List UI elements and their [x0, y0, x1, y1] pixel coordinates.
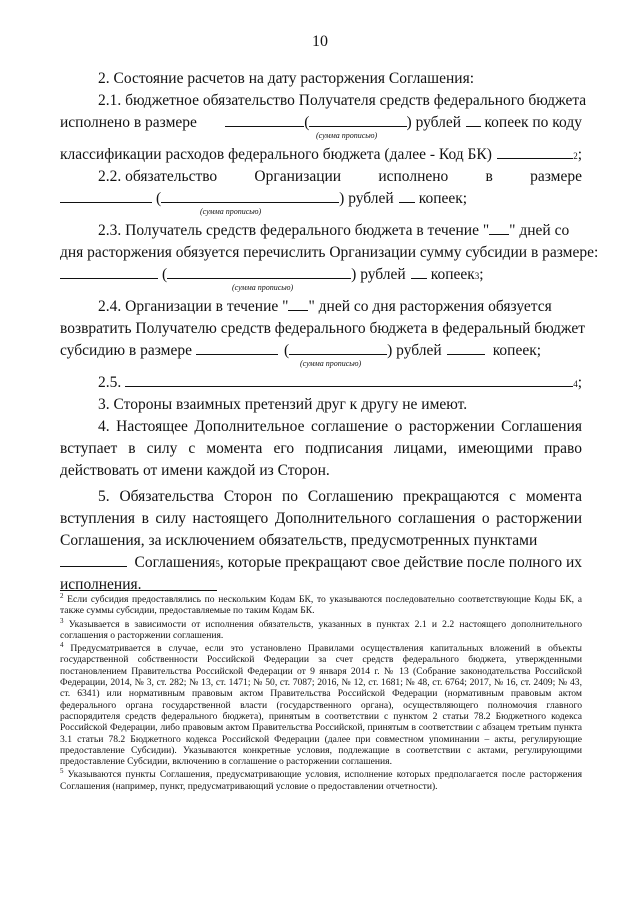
- days-blank: [288, 296, 308, 311]
- footnote-text: Указывается в зависимости от исполнения обязательств, указанных в пунктах 2.1 и 2.2 настоящего дополнительного соглашения о расторжении соглашения.: [60, 618, 582, 641]
- section-2-1-text: 2.1. бюджетное обязательство Получателя средств федерального бюджета: [98, 92, 587, 109]
- amount-digits-blank: [196, 340, 278, 355]
- amount-words-blank: [161, 188, 339, 203]
- footnote-number: 4: [60, 641, 64, 649]
- kopecks-label: копеек: [430, 266, 475, 283]
- section-2-5-blank: [125, 372, 573, 387]
- section-2-1-line-1: [60, 90, 587, 112]
- section-5-text-c: исполнения.: [60, 576, 142, 593]
- section-2-5-number: 2.5.: [98, 374, 122, 391]
- paren-open: (: [304, 114, 310, 131]
- section-2-2-word-5: размере: [530, 168, 582, 185]
- amount-in-words-caption: (сумма прописью): [300, 359, 362, 368]
- days-blank: [489, 220, 509, 235]
- section-2-1-line-3: классификации расходов федерального бюджета (далее - Код БК) 2 ;: [60, 144, 582, 166]
- footnote-4: [60, 643, 582, 767]
- rubles-label: ) рублей: [339, 190, 394, 207]
- rubles-label: ) рублей: [351, 266, 406, 283]
- section-2-2-word-2: Организации: [254, 168, 342, 185]
- section-2-2-word-1: 2.2. обязательство: [98, 168, 218, 185]
- kopecks-code-label: копеек по коду: [484, 114, 582, 131]
- section-2-3-text-c: дня расторжения обязуется перечислить Организации сумму субсидии в размере:: [60, 244, 599, 261]
- section-5-line-tail: Соглашения 5 , которые прекращают свое действие после полного их: [60, 552, 582, 574]
- section-4: 4. Настоящее Дополнительное соглашение о расторжении Соглашения вступает в силу с момента его подписания лицами, имеющими право действовать от имени каждой из Сторон.: [60, 418, 582, 479]
- caption-row: [60, 207, 582, 220]
- amount-words-blank: [309, 112, 406, 127]
- section-2-3-line-1: [60, 220, 582, 242]
- section-2-3-line-2: [60, 242, 599, 264]
- section-2-2-line-1: [60, 166, 582, 188]
- budget-code-blank: [497, 144, 573, 159]
- footnote-text: Указываются пункты Соглашения, предусматривающие условия, исполнение которых предполагается после расторжения Соглашения (например, пункт, предусматривающий условие о предоставлении отчетности).: [60, 769, 582, 792]
- amount-digits-blank: [60, 188, 152, 203]
- amount-words-blank: [167, 264, 351, 279]
- section-2-4-text-b: " дней со дня расторжения обязуется: [308, 298, 552, 315]
- section-2-4-line-2: [60, 318, 586, 340]
- kopecks-blank: [466, 112, 481, 127]
- agreement-label: Соглашения: [134, 554, 216, 571]
- semicolon: ;: [577, 374, 582, 391]
- amount-in-words-caption: (сумма прописью): [232, 283, 294, 292]
- section-2-heading: [60, 68, 582, 90]
- budget-code-label: классификации расходов федерального бюджета (далее - Код БК): [60, 146, 492, 163]
- semicolon: ;: [479, 266, 484, 283]
- paren-open: (: [156, 190, 162, 207]
- kopecks-label: копеек;: [418, 190, 468, 207]
- amount-words-blank: [289, 340, 387, 355]
- footnote-5: [60, 769, 582, 792]
- amount-in-words-caption: (сумма прописью): [200, 207, 262, 216]
- footnote-3: [60, 616, 582, 642]
- footnotes: [60, 591, 582, 794]
- caption-row: [60, 359, 582, 372]
- footnote-number: 2: [60, 591, 64, 600]
- points-blank: [60, 552, 127, 567]
- section-2-5-line: 2.5. 4 ;: [60, 372, 582, 394]
- section-2-text: 2. Состояние расчетов на дату расторжения Соглашения:: [98, 70, 475, 87]
- paren-open: (: [162, 266, 168, 283]
- document-body: [60, 68, 599, 596]
- section-5-text-b: , которые прекращают свое действие после полного их: [219, 554, 582, 571]
- footnote-text: Если субсидия предоставлялись по нескольким Кодам БК, то указываются последовательно соответствующие Коды БК, а также суммы субсидии, предоставляемые по таким Кодам БК.: [60, 594, 582, 617]
- section-2-4-line-1: [60, 296, 582, 318]
- amount-digits-blank: [225, 112, 304, 127]
- footnote-separator: [60, 590, 217, 591]
- kopecks-label: копеек;: [492, 342, 542, 359]
- page-number: 10: [312, 33, 328, 50]
- section-3: 3. Стороны взаимных претензий друг к другу не имеют.: [98, 396, 468, 413]
- section-2-4-text-c: возвратить Получателю средств федерального бюджета в федеральный бюджет: [60, 320, 586, 337]
- section-2-2-line-2: [60, 188, 582, 210]
- footnote-number: 3: [60, 616, 64, 625]
- kopecks-blank: [447, 340, 485, 355]
- caption-row: [60, 283, 582, 296]
- footnote-text: Предусматривается в случае, если это установлено Правилами осуществления капитальных вложений в объекты государственной собственности Российской Федерации за счет средств федерального бюджета, утвержденными постановлением Правительства Российской Федерации от 9 января 2014 г. № 13 (Собрание законодательства Российской Федерации, 2014, № 3, ст. 282; № 13, ст. 1471; № 50, ст. 7087; 2016, № 12, ст. 1681; № 48, ст. 6764; 2017, № 16, ст. 2409; № 43, ст. 6341) или нормативным правовым актом Правительства Российской Федерации (нормативным правовым актом федерального органа государственной власти (государственного органа), осуществляющего полномочия главного распорядителя средств федерального бюджета), принятым в соответствии с пунктом 2 статьи 78.2 Бюджетного кодекса Российской Федерации, либо правовым актом Правительства Российской, принятым в соответствии с абзацем третьим пункта 3.1 статьи 78.2 Бюджетного кодекса Российской Федерации (далее при совместном упоминании – акты, регулирующие предоставление Субсидии). Указываются конкретные условия, подлежащие в соответствии с актами, регулирующими предоставление Субсидии, включению в соглашение о расторжении соглашения.: [60, 643, 582, 768]
- section-2-2-word-3: исполнено: [378, 168, 449, 185]
- section-2-3-line-3: ( ) рублей копеек 3 ;: [60, 264, 582, 286]
- section-5-line-end: [60, 574, 582, 596]
- paren-open: (: [283, 342, 290, 359]
- amount-in-words-caption: (сумма прописью): [316, 131, 378, 140]
- footnote-2: [60, 591, 582, 617]
- section-2-3-text-b: " дней со: [509, 222, 570, 239]
- kopecks-blank: [399, 188, 415, 203]
- kopecks-blank: [411, 264, 427, 279]
- caption-row: [60, 131, 582, 144]
- rubles-label: ) рублей: [387, 342, 442, 359]
- section-2-3-text-a: 2.3. Получатель средств федерального бюджета в течение ": [98, 222, 490, 239]
- rubles-label: ) рублей: [406, 114, 462, 131]
- section-2-1-amount-label: исполнено в размере: [60, 114, 197, 131]
- section-2-4-text-a: 2.4. Организации в течение ": [98, 298, 289, 315]
- footnote-number: 5: [60, 767, 64, 776]
- section-5: 5. Обязательства Сторон по Соглашению прекращаются с момента вступления в силу настоящего Дополнительного соглашения о расторжении Соглашения, за исключением обязательств, предусмотренных пунктами: [60, 488, 582, 549]
- section-2-2-word-4: в: [485, 168, 493, 185]
- semicolon: ;: [577, 146, 582, 163]
- section-2-4-amount-label: субсидию в размере: [60, 342, 192, 359]
- amount-digits-blank: [60, 264, 158, 279]
